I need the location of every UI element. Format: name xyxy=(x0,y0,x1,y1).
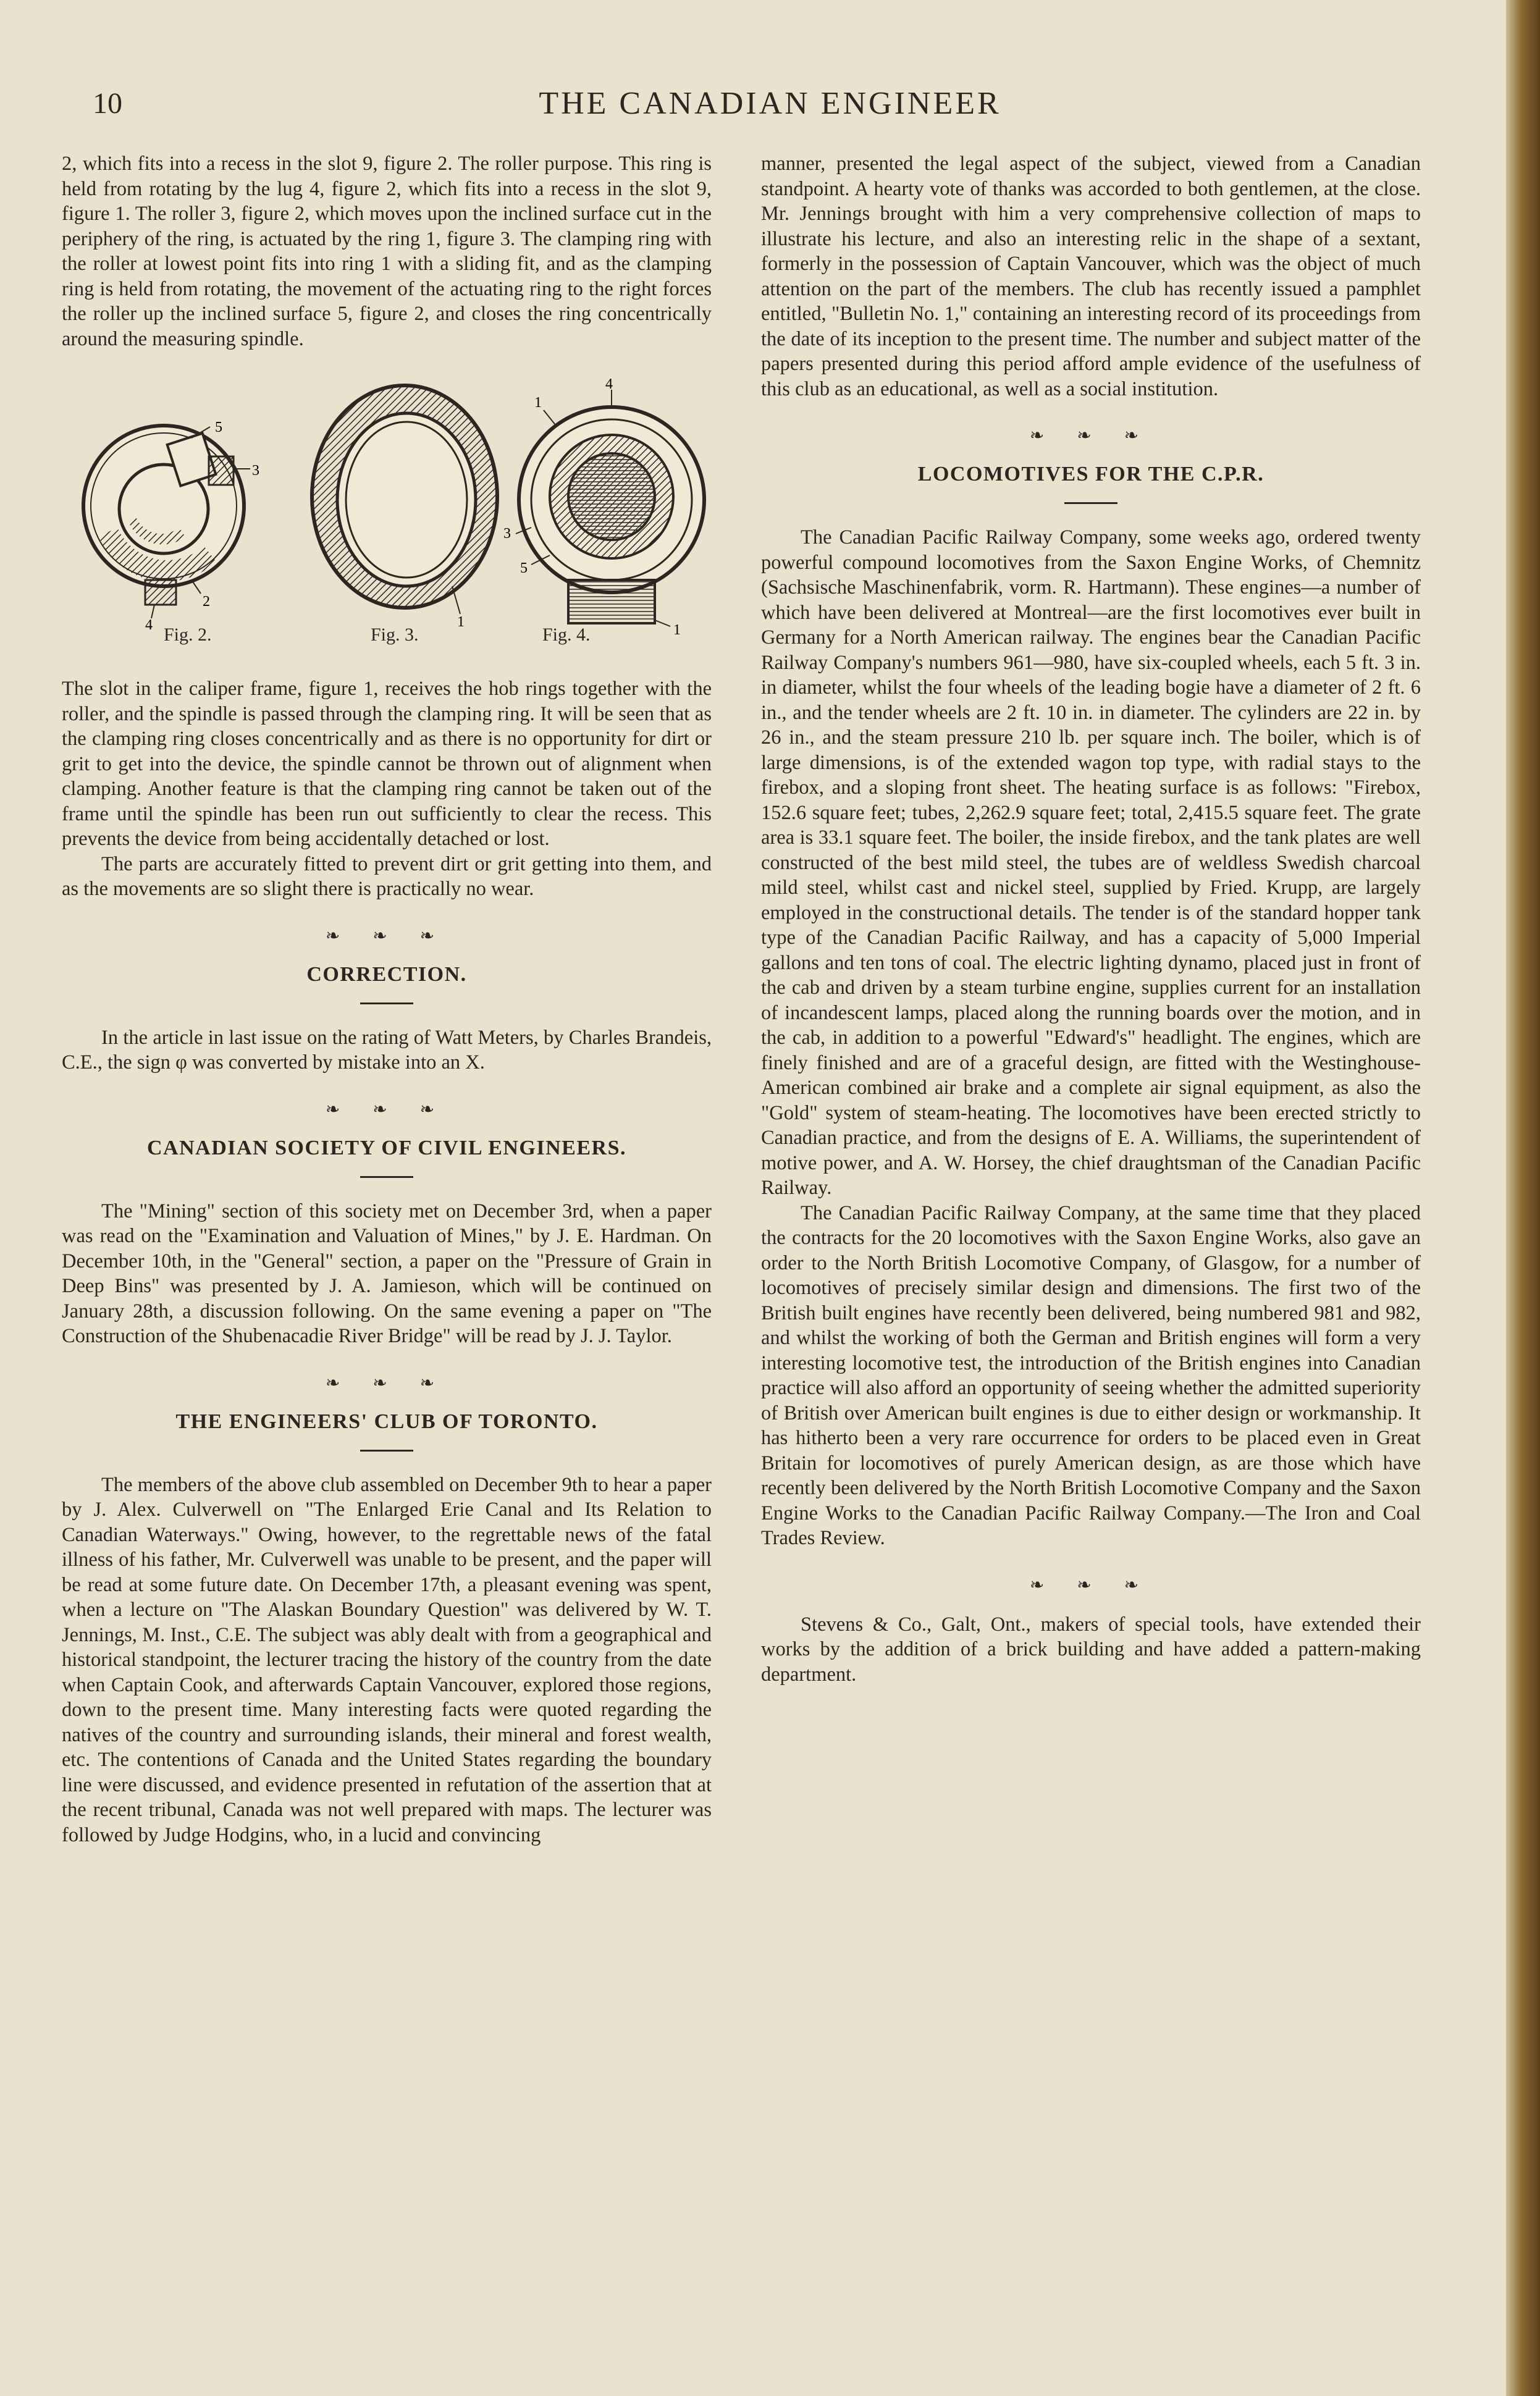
correction-paragraph: In the article in last issue on the rating of Watt Meters, by Charles Brandeis, C.E., the sign φ was converted by mistake into an X. xyxy=(62,1026,712,1074)
stevens-paragraph: Stevens & Co., Galt, Ont., makers of special tools, have extended their works by the addition of a brick building and have added a pattern-making department. xyxy=(761,1613,1421,1686)
f2-label-4: 4 xyxy=(145,617,153,633)
locomotives-paragraph-2: The Canadian Pacific Railway Company, at the same time that they placed the contracts for the 20 locomotives with the Saxon Engine Works, also gave an order to the North British Locomotive Company, of Glasgow, for a number of locomotives of precisely similar design and dimensions. The first two of the British built engines have recently been delivered, being numbered 981 and 982, and whilst the working of both the German and British engines will form a very interesting locomotive test, the introduction of the British engines into Canadian practice will also afford an opportunity of seeing whether the admitted superiority of British over American built engines is due to either design or workmanship. It has hitherto been a very rare occurrence for orders to be placed even in Great Britain for locomotives of purely American design, as are those which have recently been delivered by the North British Locomotive Company and the Saxon Engine Works to the Canadian Pacific Railway Company.—The Iron and Coal Trades Review. xyxy=(761,1201,1421,1549)
fig4-caption: Fig. 4. xyxy=(542,624,591,645)
fig3-actuating-ring xyxy=(312,385,497,614)
running-head: THE CANADIAN ENGINEER xyxy=(539,86,1001,121)
heading-rule xyxy=(360,1450,413,1452)
fig4-assembled-ring xyxy=(516,390,704,626)
figures xyxy=(62,376,712,666)
fig3-caption: Fig. 3. xyxy=(371,624,419,645)
clamping-paragraph: The slot in the caliper frame, figure 1, receives the hob rings together with the roller, and the spindle is passed through the clamping ring. It will be seen that as the clamping ring closes concentrically and as there is no opportunity for dirt or grit to get into the device, the spindle cannot be thrown out of alignment when clamping. Another feature is that the clamping ring cannot be taken out of the frame until the spindle has been run out sufficiently to clear the recess. This prevents the device from being accidentally detached or lost. xyxy=(62,678,712,850)
society-heading: CANADIAN SOCIETY OF CIVIL ENGINEERS. xyxy=(146,1136,626,1159)
f3-label-1: 1 xyxy=(457,614,465,630)
f4-label-4: 4 xyxy=(605,376,613,392)
club-continued-paragraph: manner, presented the legal aspect of the subject, viewed from a Canadian standpoint. A hearty vote of thanks was accorded to both gentlemen, at the close. Mr. Jennings brought with him a very comprehensive collection of maps to illustrate his lecture, and also an interesting relic in the shape of a sextant, formerly in the possession of Captain Vancouver, which was the object of much attention on the part of the members. The club has recently issued a pamphlet entitled, "Bulletin No. 1," containing an interesting record of its proceedings from the date of its inception to the present time. The number and subject matter of the papers presented during this period afford ample evidence of the usefulness of this club as an educational, as well as a social institution. xyxy=(761,153,1421,400)
separator-ornament: ❧ ❧ ❧ xyxy=(1029,425,1153,445)
separator-ornament: ❧ ❧ ❧ xyxy=(325,1372,448,1393)
separator-ornament: ❧ ❧ ❧ xyxy=(325,925,448,946)
f4-label-1b: 1 xyxy=(673,622,681,638)
parts-paragraph: The parts are accurately fitted to prevent dirt or grit getting into them, and as the movements are so slight there is practically no wear. xyxy=(62,852,712,900)
f4-label-1a: 1 xyxy=(534,395,542,411)
locomotives-paragraph-1: The Canadian Pacific Railway Company, some weeks ago, ordered twenty powerful compound locomotives from the Saxon Engine Works, of Chemnitz (Sachsische Maschinenfabrik, vorm. R. Hartmann). These engines—a number of which have been delivered at Montreal—are the first locomotives ever built in Germany for a North American railway. The engines bear the Canadian Pacific Railway Company's numbers 961—980, have six-coupled wheels, each 5 ft. 3 in. in diameter, whilst the four wheels of the leading bogie have a diameter of 2 ft. 6 in., and the tender wheels are 2 ft. 10 in. in diameter. The cylinders are 22 in. by 26 in., and the steam pressure 210 lb. per square inch. The boiler, which is of large dimensions, is of the extended wagon top type, with radial stays to the firebox, and a sloping front sheet. The heating surface is as follows: "Firebox, 152.6 square feet; tubes, 2,262.9 square feet; total, 2,415.5 square feet. The grate area is 33.1 square feet. The boiler, the inside firebox, and the tank plates are well constructed of the best mild steel, the tubes are of weldless Swedish charcoal mild steel, whilst cast and nickel steel, supplied by Fried. Krupp, are largely employed in the constructional details. The tender is of the standard hopper tank type of the Canadian Pacific Railway, and has a capacity of 5,000 Imperial gallons and ten tons of coal. The electric lighting dynamo, placed just in front of the cab and driven by a steam turbine engine, supplies current for an installation of incandescent lamps, placed along the running boards over the motion, and in the cab, in addition to a powerful "Edward's" headlight. The engines, which are finely finished and are of a graceful design, are fitted with the Westinghouse-American combined air brake and a complete air signal equipment, as also the "Gold" system of steam-heating. The locomotives have been erected strictly to Canadian practice, and from the designs of E. A. Williams, the superintendent of motive power, and A. W. Horsey, the chief draughtsman of the Canadian Pacific Railway. xyxy=(761,526,1421,1199)
separator-ornament: ❧ ❧ ❧ xyxy=(1029,1574,1153,1595)
f4-label-3: 3 xyxy=(503,526,511,542)
intro-paragraph: 2, which fits into a recess in the slot 9, figure 2. The roller purpose. This ring is held from rotating by the lug 4, figure 2, which fits into a recess in the slot 9, figure 1. The roller 3, figure 2, which moves upon the inclined surface cut in the periphery of the ring, is actuated by the ring 1, figure 3. The clamping ring with the roller at lowest point fits into ring 1 with a sliding fit, and as the clamping ring is held from rotating, the movement of the actuating ring to the right forces the roller up the inclined surface 5, figure 2, and closes the ring concentrically around the measuring spindle. xyxy=(62,153,712,350)
heading-rule xyxy=(1064,502,1117,504)
society-paragraph: The "Mining" section of this society met on December 3rd, when a paper was read on the "Examination and Valuation of Mines," by J. E. Hardman. On December 10th, in the "General" section, a paper on the "Pressure of Grain in Deep Bins" was presented by J. A. Jamieson, which will be continued on January 28th, a discussion following. On the same evening a paper on "The Construction of the Shubenacadie River Bridge" will be read by J. J. Taylor. xyxy=(62,1200,712,1347)
f2-label-5: 5 xyxy=(215,419,222,435)
page-edge xyxy=(1506,0,1540,2396)
f4-label-5: 5 xyxy=(520,560,528,576)
fig2-clamping-ring xyxy=(83,426,250,618)
left-column xyxy=(62,151,712,1847)
separator-ornament: ❧ ❧ ❧ xyxy=(325,1098,448,1119)
right-column xyxy=(761,151,1421,1687)
heading-rule xyxy=(360,1003,413,1004)
f2-label-2: 2 xyxy=(203,594,210,610)
fig2-caption: Fig. 2. xyxy=(164,624,212,645)
club-paragraph: The members of the above club assembled on December 9th to hear a paper by J. Alex. Culverwell on "The Enlarged Erie Canal and Its Relation to Canadian Waterways." Owing, however, to the regrettable news of the fatal illness of his father, Mr. Culverwell was unable to be present, and the paper will be read at some future date. On December 17th, a pleasant evening was spent, when a lecture on "The Alaskan Boundary Question" was delivered by W. T. Jennings, M. Inst., C.E. The subject was ably dealt with from a geographical and historical standpoint, the lecturer tracing the history of the country from the date when Captain Cook, and afterwards Captain Vancouver, explored those regions, down to the present time. Many interesting facts were quoted regarding the natives of the country and surrounding islands, their mineral and forest wealth, etc. The contentions of Canada and the United States regarding the boundary line were discussed, and evidence presented in refutation of the assertion that at the recent tribunal, Canada was not well prepared with maps. The lecturer was followed by Judge Hodgins, who, in a lucid and convincing xyxy=(62,1473,712,1846)
page-number: 10 xyxy=(93,87,122,120)
locomotives-heading: LOCOMOTIVES FOR THE C.P.R. xyxy=(917,463,1264,486)
heading-rule xyxy=(360,1176,413,1178)
correction-heading: CORRECTION. xyxy=(306,962,467,986)
caliper-figures-illustration xyxy=(62,376,712,666)
club-heading: THE ENGINEERS' CLUB OF TORONTO. xyxy=(175,1410,598,1433)
f2-label-3: 3 xyxy=(252,463,259,479)
